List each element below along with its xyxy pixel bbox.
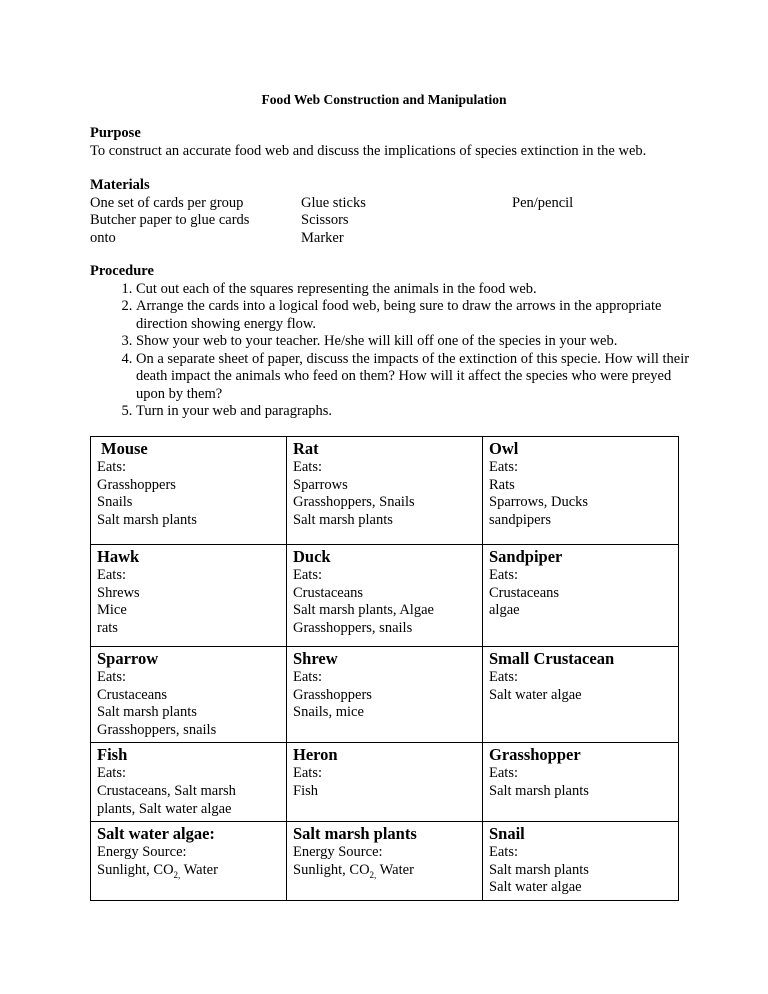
purpose-text: To construct an accurate food web and discuss the implications of species extinction in the web. xyxy=(90,142,647,159)
card-energy-source: Sunlight, $CO_{2,}$ Water xyxy=(293,861,414,880)
card-title: Rat xyxy=(293,439,319,458)
card-food: plants, Salt water algae xyxy=(97,800,232,817)
material-item: Butcher paper to glue cards xyxy=(90,212,250,228)
material-item: One set of cards per group xyxy=(90,194,244,211)
species-card-sandpiper[interactable] xyxy=(483,545,679,647)
materials-column-1 xyxy=(90,195,301,248)
card-label: Eats: xyxy=(489,459,518,475)
card-title: Hawk xyxy=(97,547,140,566)
material-item: Glue sticks xyxy=(301,194,366,211)
material-item: Scissors xyxy=(301,212,349,228)
card-food: Crustaceans xyxy=(97,686,168,703)
card-food: Snails xyxy=(97,494,133,511)
card-title: Duck xyxy=(293,547,331,566)
page-title: Food Web Construction and Manipulation xyxy=(261,92,507,107)
card-food: Salt marsh plants xyxy=(293,511,393,528)
procedure-step: 3. Show your web to your teacher. He/she will kill off one of the species in your web. xyxy=(136,333,690,351)
material-item: onto xyxy=(90,229,116,246)
card-food: Salt water algae xyxy=(489,686,582,703)
card-label: Eats: xyxy=(97,459,126,475)
card-food: Crustaceans xyxy=(293,584,364,601)
procedure-step: 1. Cut out each of the squares representing the animals in the food web. xyxy=(136,281,690,299)
card-food: Salt marsh plants xyxy=(97,511,197,528)
card-title: Mouse xyxy=(101,439,148,458)
card-title: Fish xyxy=(97,745,128,765)
card-title: Sparrow xyxy=(97,649,159,668)
species-card-owl[interactable] xyxy=(483,437,679,545)
card-food: rats xyxy=(97,619,118,636)
cards-row xyxy=(91,437,679,545)
procedure-heading: Procedure xyxy=(90,263,154,279)
species-card-heron[interactable] xyxy=(287,743,483,822)
card-title: Shrew xyxy=(293,649,338,668)
card-label: Eats: xyxy=(97,669,126,685)
materials-column-3 xyxy=(512,195,690,248)
species-card-salt-water-algae[interactable] xyxy=(91,822,287,901)
card-title: Salt water algae: xyxy=(97,824,215,844)
card-label: Eats: xyxy=(293,459,322,475)
card-food: Salt marsh plants xyxy=(489,782,589,799)
card-food: Grasshoppers, Snails xyxy=(293,494,415,511)
card-food: Shrews xyxy=(97,584,140,601)
card-energy-source: Sunlight, $CO_{2,}$ Water xyxy=(97,861,218,880)
card-label: Eats: xyxy=(489,669,518,685)
cards-row xyxy=(91,545,679,647)
species-card-snail[interactable] xyxy=(483,822,679,901)
card-title: Small Crustacean xyxy=(489,649,615,668)
species-card-mouse[interactable] xyxy=(91,437,287,545)
species-card-hawk[interactable] xyxy=(91,545,287,647)
card-food: Crustaceans xyxy=(489,584,560,601)
card-food: Snails, mice xyxy=(293,704,364,721)
card-food: Salt marsh plants, Algae xyxy=(293,602,434,619)
procedure-step: 5. Turn in your web and paragraphs. xyxy=(136,403,690,421)
cards-row xyxy=(91,743,679,822)
material-item: Pen/pencil xyxy=(512,194,574,211)
card-title: Grasshopper xyxy=(489,745,581,765)
card-title: Heron xyxy=(293,745,338,765)
species-card-grasshopper[interactable] xyxy=(483,743,679,822)
material-item: Marker xyxy=(301,229,344,246)
card-food: Salt marsh plants xyxy=(97,704,197,721)
card-label: Eats: xyxy=(489,844,518,861)
card-label: Eats: xyxy=(293,567,322,583)
species-card-duck[interactable] xyxy=(287,545,483,647)
card-food: algae xyxy=(489,602,520,619)
card-title: Snail xyxy=(489,824,525,844)
card-food: Salt marsh plants xyxy=(489,861,589,878)
species-card-shrew[interactable] xyxy=(287,647,483,743)
card-food: Mice xyxy=(97,602,127,619)
purpose-section xyxy=(90,125,690,160)
card-label: Eats: xyxy=(489,567,518,583)
species-card-fish[interactable] xyxy=(91,743,287,822)
card-title: Owl xyxy=(489,439,519,458)
procedure-step: 4. On a separate sheet of paper, discuss the impacts of the extinction of this specie. How will their death impact the animals who feed on them? How will it affect the species who were preyed upon by them? xyxy=(136,351,690,404)
species-card-sparrow[interactable] xyxy=(91,647,287,743)
purpose-heading: Purpose xyxy=(90,125,141,141)
cards-row xyxy=(91,822,679,901)
card-food: Grasshoppers, snails xyxy=(293,619,413,636)
species-card-small-crustacean[interactable] xyxy=(483,647,679,743)
card-food: Grasshoppers xyxy=(97,476,176,493)
card-label: Eats: xyxy=(293,669,322,685)
card-label: Energy Source: xyxy=(293,844,383,861)
card-label: Eats: xyxy=(489,765,518,782)
card-food: Rats xyxy=(489,476,515,493)
materials-section xyxy=(90,177,690,247)
card-label: Energy Source: xyxy=(97,844,187,861)
card-food: sandpipers xyxy=(489,511,552,528)
card-food: Sparrows xyxy=(293,476,348,493)
card-food: Grasshoppers, snails xyxy=(97,721,217,738)
card-title: Sandpiper xyxy=(489,547,563,566)
card-food: Sparrows, Ducks xyxy=(489,494,589,511)
card-food: Grasshoppers xyxy=(293,686,372,703)
materials-list xyxy=(90,195,690,248)
card-food: Crustaceans, Salt marsh xyxy=(97,782,236,799)
species-cards-table xyxy=(90,436,679,901)
card-food: Fish xyxy=(293,782,318,799)
card-title: Salt marsh plants xyxy=(293,824,417,844)
materials-heading: Materials xyxy=(90,177,150,193)
procedure-step: 2. Arrange the cards into a logical food web, being sure to draw the arrows in the appropriate direction showing energy flow. xyxy=(136,298,690,333)
procedure-section xyxy=(90,263,690,421)
card-label: Eats: xyxy=(293,765,322,782)
species-card-rat[interactable] xyxy=(287,437,483,545)
card-food: Salt water algae xyxy=(489,879,582,896)
cards-row xyxy=(91,647,679,743)
materials-column-2 xyxy=(301,195,512,248)
card-label: Eats: xyxy=(97,765,126,782)
procedure-steps xyxy=(90,281,690,421)
card-label: Eats: xyxy=(97,567,126,583)
species-card-salt-marsh-plants[interactable] xyxy=(287,822,483,901)
